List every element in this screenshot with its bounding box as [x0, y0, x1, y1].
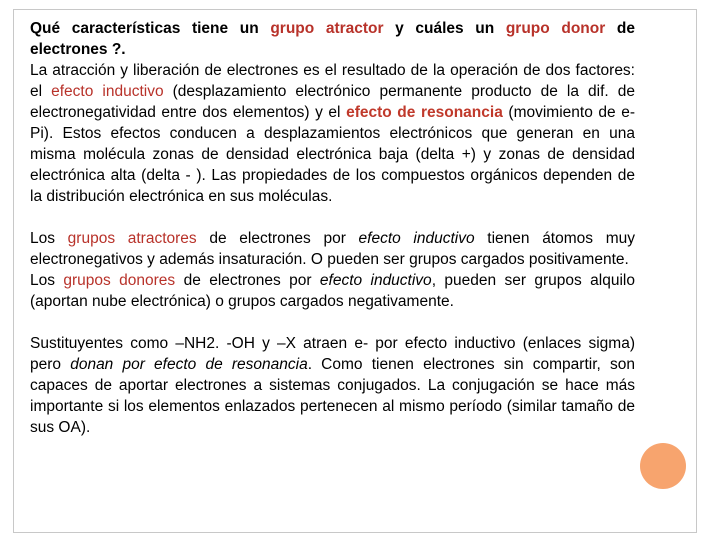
- para4-em-donan-resonancia: donan por efecto de resonancia: [70, 356, 308, 373]
- para1-text-1: La atracción y liberación de electrones es el resultado de la operación de dos factores: el: [30, 62, 635, 100]
- paragraph-grupos-atractores: [30, 228, 635, 270]
- para3-text-1: Los: [30, 272, 64, 289]
- paragraph-sustituyentes: [30, 333, 635, 438]
- paragraph-grupos-donores: [30, 270, 635, 312]
- para3-em-efecto-inductivo: efecto inductivo: [319, 272, 432, 289]
- para2-text-3: tienen átomos muy electronegativos y además insaturación. O pueden ser grupos cargados positivamente.: [30, 230, 635, 268]
- para2-text-2: de electrones por: [196, 230, 359, 247]
- title-term-grupo-donor: grupo donor: [505, 20, 606, 37]
- title-text-2: y cuáles un: [383, 20, 506, 37]
- para1-text-2: (desplazamiento electrónico permanente producto de la dif. de electronegatividad entre dos elementos) y el: [30, 83, 635, 121]
- para3-text-3: , pueden ser grupos alquilo (aportan nube electrónica) o grupos cargados negativamente.: [30, 272, 635, 310]
- title-term-grupo-atractor: grupo atractor: [270, 20, 384, 37]
- para1-text-3: (movimiento de e- Pi). Estos efectos conducen a desplazamientos electrónicos que generan en una misma molécula zonas de densidad electrónica baja (delta +) y zonas de densidad electrónica alta (delta - ). Las propiedades de los compuestos orgánicos dependen de la distribución electrónica en sus moléculas.: [30, 104, 635, 205]
- para2-text-1: Los: [30, 230, 68, 247]
- title-text-3: de electrones ?.: [30, 20, 635, 58]
- decorative-circle: [640, 443, 686, 489]
- term-grupos-atractores: grupos atractores: [67, 230, 197, 247]
- title-text-1: Qué características tiene un: [30, 20, 271, 37]
- para4-text-1: Sustituyentes como –NH2. -OH y –X atraen e- por efecto inductivo (enlaces sigma) pero: [30, 335, 635, 373]
- slide-title: [30, 18, 635, 60]
- para3-text-2: de electrones por: [175, 272, 320, 289]
- para2-em-efecto-inductivo: efecto inductivo: [358, 230, 475, 247]
- term-grupos-donores: grupos donores: [63, 272, 176, 289]
- term-efecto-inductivo: efecto inductivo: [51, 83, 164, 100]
- term-efecto-de-resonancia: efecto de resonancia: [346, 104, 503, 121]
- slide-content: [30, 18, 635, 438]
- paragraph-effects: [30, 60, 635, 207]
- para4-text-2: . Como tienen electrones sin compartir, son capaces de aportar electrones a sistemas conjugados. La conjugación se hace más importante si los elementos enlazados pertenecen al mismo período (similar tamaño de sus OA).: [30, 356, 635, 436]
